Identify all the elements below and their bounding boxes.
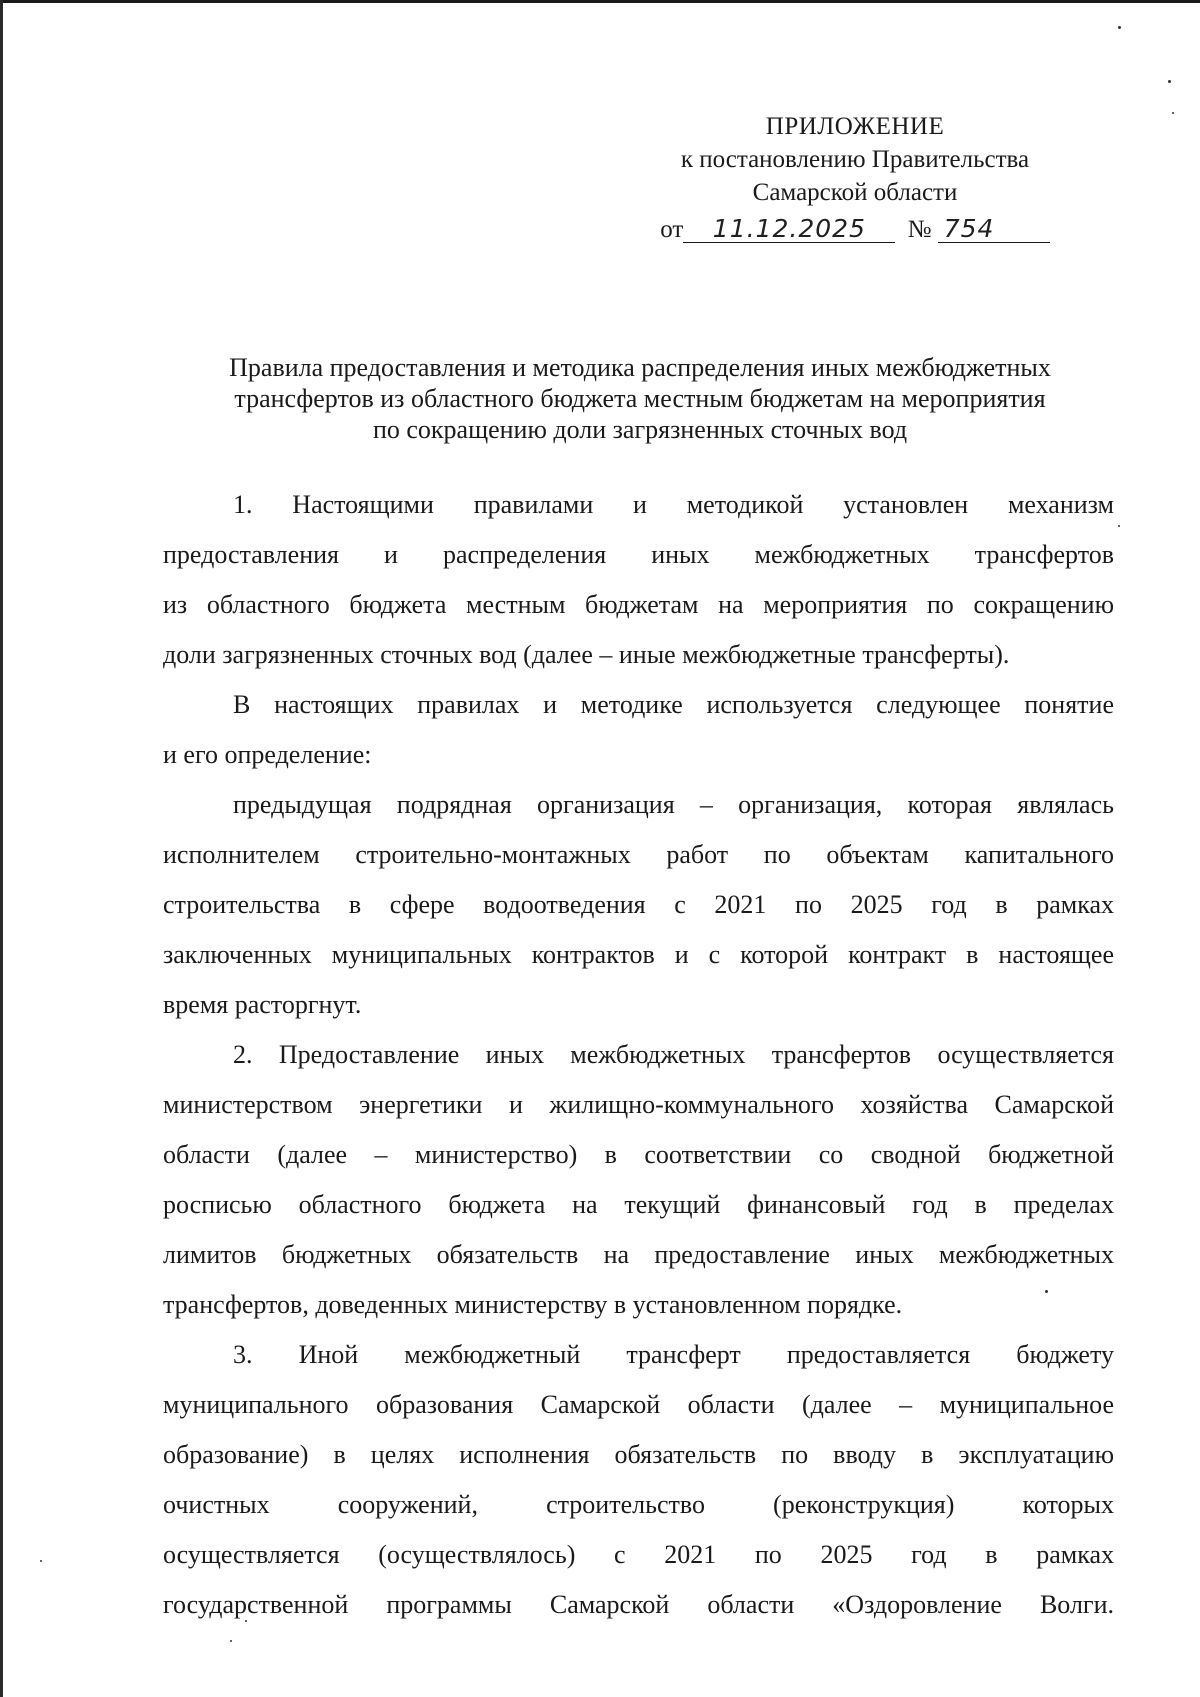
body-text-line: доли загрязненных сточных вод (далее – иные межбюджетные трансферты). [163, 640, 1010, 669]
scan-top-border [0, 0, 1200, 3]
scan-speck [1118, 26, 1121, 29]
appendix-line-region: Самарской области [752, 179, 958, 206]
body-text-line: В настоящих правилах и методике используется следующее понятие [233, 690, 1114, 719]
scan-speck [245, 1620, 247, 1622]
body-text-line: 1. Настоящими правилами и методикой установлен механизм [233, 490, 1114, 519]
body-text-line: лимитов бюджетных обязательств на предоставление иных межбюджетных [163, 1240, 1114, 1269]
document-body [163, 480, 1114, 1630]
body-text-line: предыдущая подрядная организация – организация, которая являлась [233, 790, 1114, 819]
body-text-line: предоставления и распределения иных межбюджетных трансфертов [163, 540, 1114, 569]
body-text-line: время расторгнут. [163, 990, 362, 1019]
scan-left-border [0, 0, 3, 1697]
body-text-line: росписью областного бюджета на текущий финансовый год в пределах [163, 1190, 1114, 1219]
body-text-line: и его определение: [163, 740, 372, 769]
date-prefix: от [660, 216, 684, 243]
body-text-line: области (далее – министерство) в соответствии со сводной бюджетной [163, 1140, 1114, 1169]
appendix-date-number-line [620, 213, 1090, 246]
body-text-line: из областного бюджета местным бюджетам на мероприятия по сокращению [163, 590, 1114, 619]
appendix-line-resolution: к постановлению Правительства [680, 146, 1030, 173]
body-text-line: исполнителем строительно-монтажных работ по объектам капитального [163, 840, 1114, 869]
scan-speck [40, 1560, 42, 1562]
body-text-line: 3. Иной межбюджетный трансферт предоставляется бюджету [233, 1340, 1114, 1369]
scan-speck [230, 1640, 232, 1642]
document-title-line: по сокращению доли загрязненных сточных вод [372, 415, 908, 444]
scan-speck [1118, 525, 1120, 527]
body-text-line: государственной программы Самарской области «Оздоровление Волги. [163, 1590, 1114, 1619]
body-text-line: 2. Предоставление иных межбюджетных трансфертов осуществляется [233, 1040, 1114, 1069]
body-text-line: очистных сооружений, строительство (реконструкция) которых [163, 1490, 1114, 1519]
scan-speck [1045, 1290, 1048, 1293]
appendix-block [620, 110, 1090, 246]
document-title-line: трансфертов из областного бюджета местным бюджетам на мероприятия [234, 384, 1046, 413]
document-title [150, 352, 1130, 445]
handwritten-date: 11.12.2025 [683, 216, 895, 243]
number-prefix: № [907, 216, 932, 243]
body-text-line: заключенных муниципальных контрактов и с которой контракт в настоящее [163, 940, 1114, 969]
body-text-line: трансфертов, доведенных министерству в установленном порядке. [163, 1290, 903, 1319]
scan-speck [1172, 112, 1174, 114]
scan-speck [1168, 80, 1171, 83]
document-title-line: Правила предоставления и методика распределения иных межбюджетных [229, 353, 1051, 382]
handwritten-number: 754 [938, 216, 1050, 243]
body-text-line: министерством энергетики и жилищно-коммунального хозяйства Самарской [163, 1090, 1114, 1119]
body-text-line: образование) в целях исполнения обязательств по вводу в эксплуатацию [163, 1440, 1114, 1469]
appendix-title: ПРИЛОЖЕНИЕ [765, 113, 945, 140]
body-text-line: строительства в сфере водоотведения с 2021 по 2025 год в рамках [163, 890, 1114, 919]
body-text-line: осуществляется (осуществлялось) с 2021 по 2025 год в рамках [163, 1540, 1114, 1569]
body-text-line: муниципального образования Самарской области (далее – муниципальное [163, 1390, 1114, 1419]
